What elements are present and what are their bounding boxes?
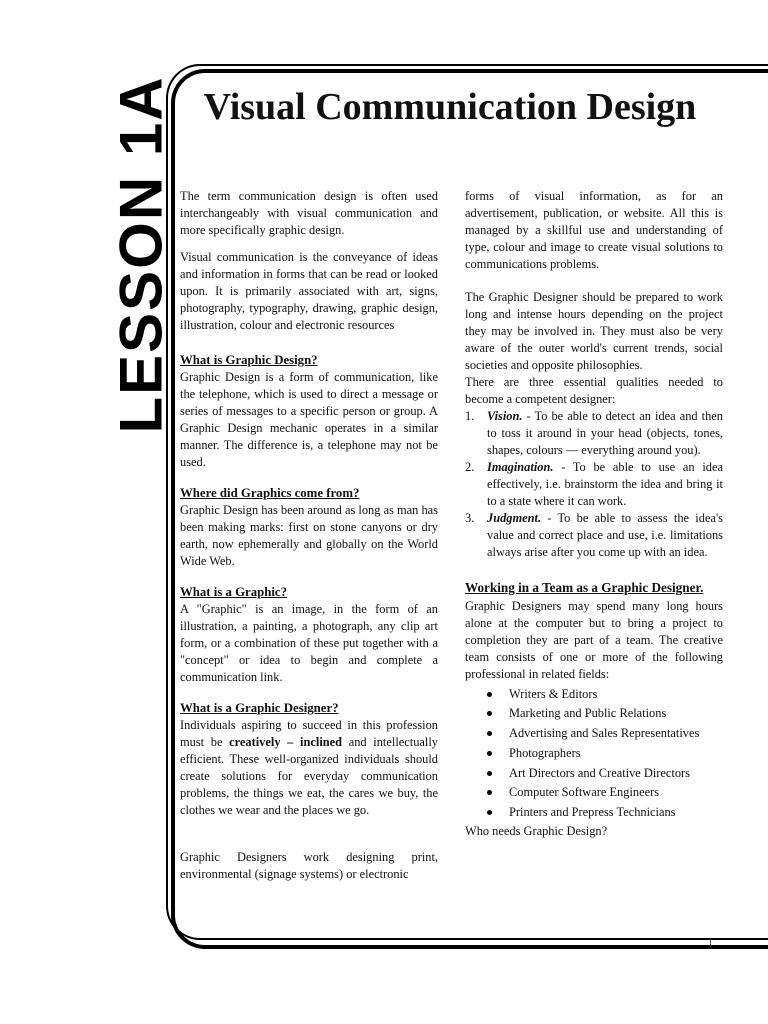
designer-text-before: Individuals aspiring to succeed in this profession must be bbox=[180, 718, 438, 749]
qualities-list bbox=[465, 408, 723, 561]
quality-item bbox=[465, 510, 723, 561]
paragraph-where-graphics-came-from: Graphic Design has been around as long as man has been making marks: first on stone canyons or dry earth, now ephemerally and globally on the World Wide Web. bbox=[180, 503, 438, 568]
heading-what-is-graphic-design: What is Graphic Design? bbox=[180, 353, 318, 367]
paragraph-working-in-team: Graphic Designers may spend many long hours alone at the computer but to bring a project to completion they are part of a team. The creative team consists of one or more of the following professional in related fields: bbox=[465, 598, 723, 681]
paragraph-who-needs-design: Who needs Graphic Design? bbox=[465, 824, 608, 839]
left-column bbox=[180, 188, 438, 893]
quality-term: Imagination. bbox=[487, 460, 554, 474]
quality-text: - To be able to use an idea effectively, i.e. brainstorm the idea and bring it to a state where it can work. bbox=[487, 460, 723, 508]
quality-term: Vision. bbox=[487, 409, 523, 423]
lesson-label-text: LESSON 1A bbox=[107, 74, 175, 434]
list-item: Art Directors and Creative Directors bbox=[487, 764, 723, 784]
paragraph-three-qualities: There are three essential qualities needed to become a competent designer: bbox=[465, 375, 723, 406]
list-item: Computer Software Engineers bbox=[487, 783, 723, 803]
document-title: Visual Communication Design bbox=[203, 86, 697, 128]
list-item: Printers and Prepress Technicians bbox=[487, 803, 723, 823]
paragraph-what-is-a-graphic: A "Graphic" is an image, in the form of an illustration, a painting, a photograph, any clip art form, or a combination of these put together with a "concept" or idea to begin and complete a communication link. bbox=[180, 602, 438, 684]
intro-paragraph-1: The term communication design is often used interchangeably with visual communication and more specifically graphic design. bbox=[180, 189, 438, 237]
page-number: 1 bbox=[708, 938, 713, 949]
paragraph-designer-prepared: The Graphic Designer should be prepared to work long and intense hours depending on the project they may be involved in. They must also be very aware of the outer world's current trends, social societies and opposite philosophies. bbox=[465, 290, 723, 372]
quality-text: - To be able to assess the idea's value and correct place and use, i.e. limitations always arise after you come up with an idea. bbox=[487, 511, 723, 559]
intro-paragraph-2: Visual communication is the conveyance of ideas and information in forms that can be read or looked upon. It is primarily associated with art, signs, photography, typography, drawing, graphic design, illustration, colour and electronic resources bbox=[180, 250, 438, 332]
list-item: Advertising and Sales Representatives bbox=[487, 724, 723, 744]
designer-text-after: and intellectually efficient. These well-organized individuals should create solutions for everyday communication problems, the things we eat, the cares we buy, the clothes we wear and the places we go. bbox=[180, 735, 438, 817]
quality-item bbox=[465, 459, 723, 510]
right-column bbox=[465, 188, 723, 850]
heading-what-is-a-graphic-designer: What is a Graphic Designer? bbox=[180, 701, 339, 715]
quality-text: - To be able to detect an idea and then to toss it around in your head (objects, tones, shapes, colours — everything around you). bbox=[487, 409, 723, 457]
paragraph-what-is-graphic-design: Graphic Design is a form of communication, like the telephone, which is used to direct a message or series of messages to a specific person or group. A Graphic Design mechanic operates in a similar manner. The difference is, a telephone may not be used. bbox=[180, 370, 438, 469]
paragraph-designers-work: Graphic Designers work designing print, environmental (signage systems) or electronic bbox=[180, 850, 438, 881]
quality-item bbox=[465, 408, 723, 459]
heading-working-in-team: Working in a Team as a Graphic Designer. bbox=[465, 580, 704, 595]
lesson-label bbox=[107, 74, 175, 434]
quality-number: 2. bbox=[465, 460, 475, 474]
quality-term: Judgment. bbox=[487, 511, 542, 525]
paragraph-what-is-a-graphic-designer bbox=[180, 717, 438, 819]
designer-text-bold: creatively – inclined bbox=[229, 735, 343, 749]
quality-number: 3. bbox=[465, 511, 475, 525]
list-item: Photographers bbox=[487, 744, 723, 764]
quality-number: 1. bbox=[465, 409, 475, 423]
related-fields-list bbox=[465, 685, 723, 824]
list-item: Marketing and Public Relations bbox=[487, 704, 723, 724]
list-item: Writers & Editors bbox=[487, 685, 723, 705]
paragraph-visual-forms: forms of visual information, as for an advertisement, publication, or website. All this is managed by a skillful use and understanding of type, colour and image to create visual solutions to communications problems. bbox=[465, 189, 723, 271]
heading-where-graphics-came-from: Where did Graphics come from? bbox=[180, 486, 360, 500]
heading-what-is-a-graphic: What is a Graphic? bbox=[180, 585, 288, 599]
